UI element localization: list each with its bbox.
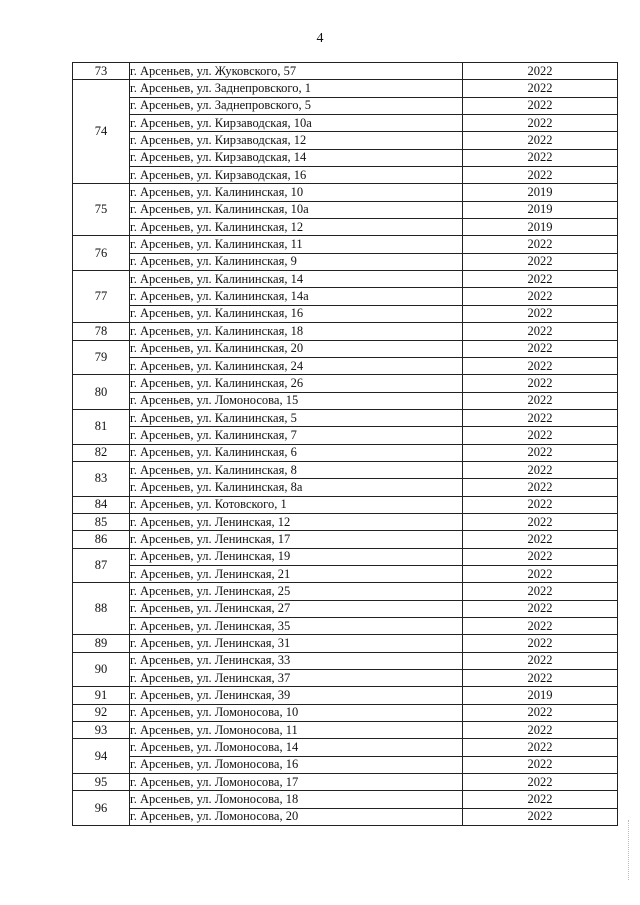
row-number-cell: 90 [73,652,130,687]
address-cell: г. Арсеньев, ул. Калининская, 9 [130,253,463,270]
year-cell: 2022 [463,323,618,340]
row-number-cell: 85 [73,513,130,530]
row-number-cell: 89 [73,635,130,652]
table-row [73,808,618,825]
table-row [73,357,618,374]
row-number-cell: 84 [73,496,130,513]
year-cell: 2022 [463,340,618,357]
address-cell: г. Арсеньев, ул. Ленинская, 27 [130,600,463,617]
year-cell: 2022 [463,600,618,617]
table-row [73,219,618,236]
year-cell: 2022 [463,80,618,97]
year-cell: 2022 [463,167,618,184]
address-cell: г. Арсеньев, ул. Ломоносова, 14 [130,739,463,756]
table-row [73,652,618,669]
row-number-cell: 77 [73,271,130,323]
year-cell: 2022 [463,409,618,426]
year-cell: 2022 [463,288,618,305]
address-cell: г. Арсеньев, ул. Калининская, 10а [130,201,463,218]
table-row [73,201,618,218]
row-number-cell: 75 [73,184,130,236]
table-row [73,444,618,461]
address-cell: г. Арсеньев, ул. Ломоносова, 15 [130,392,463,409]
year-cell: 2022 [463,236,618,253]
address-cell: г. Арсеньев, ул. Кирзаводская, 12 [130,132,463,149]
year-cell: 2022 [463,635,618,652]
row-number-cell: 73 [73,63,130,80]
year-cell: 2022 [463,652,618,669]
year-cell: 2022 [463,375,618,392]
address-cell: г. Арсеньев, ул. Ломоносова, 16 [130,756,463,773]
address-cell: г. Арсеньев, ул. Калининская, 12 [130,219,463,236]
table-row [73,167,618,184]
row-number-cell: 82 [73,444,130,461]
year-cell: 2022 [463,357,618,374]
address-cell: г. Арсеньев, ул. Ломоносова, 20 [130,808,463,825]
year-cell: 2022 [463,253,618,270]
table-row [73,184,618,201]
address-cell: г. Арсеньев, ул. Ленинская, 17 [130,531,463,548]
table-row [73,704,618,721]
table-row [73,236,618,253]
address-cell: г. Арсеньев, ул. Калининская, 16 [130,305,463,322]
table-row [73,149,618,166]
year-cell: 2022 [463,531,618,548]
address-cell: г. Арсеньев, ул. Заднепровского, 5 [130,97,463,114]
year-cell: 2022 [463,479,618,496]
year-cell: 2022 [463,444,618,461]
page-number: 4 [316,31,324,46]
address-cell: г. Арсеньев, ул. Калининская, 6 [130,444,463,461]
table-row [73,635,618,652]
year-cell: 2022 [463,583,618,600]
year-cell: 2022 [463,461,618,478]
address-cell: г. Арсеньев, ул. Кирзаводская, 16 [130,167,463,184]
table-row [73,409,618,426]
address-cell: г. Арсеньев, ул. Калининская, 14а [130,288,463,305]
address-cell: г. Арсеньев, ул. Жуковского, 57 [130,63,463,80]
table-row [73,600,618,617]
row-number-cell: 87 [73,548,130,583]
table-row [73,479,618,496]
year-cell: 2022 [463,271,618,288]
table-row [73,583,618,600]
address-cell: г. Арсеньев, ул. Калининская, 11 [130,236,463,253]
year-cell: 2022 [463,670,618,687]
year-cell: 2019 [463,201,618,218]
address-cell: г. Арсеньев, ул. Ленинская, 19 [130,548,463,565]
year-cell: 2019 [463,184,618,201]
year-cell: 2022 [463,115,618,132]
scan-edge-marks [628,820,631,880]
address-cell: г. Арсеньев, ул. Калининская, 8а [130,479,463,496]
row-number-cell: 79 [73,340,130,375]
address-cell: г. Арсеньев, ул. Ленинская, 25 [130,583,463,600]
year-cell: 2022 [463,618,618,635]
table-row [73,461,618,478]
table-body [73,63,618,826]
row-number-cell: 95 [73,774,130,791]
address-cell: г. Арсеньев, ул. Ломоносова, 17 [130,774,463,791]
row-number-cell: 78 [73,323,130,340]
row-number-cell: 83 [73,461,130,496]
row-number-cell: 74 [73,80,130,184]
year-cell: 2022 [463,704,618,721]
year-cell: 2022 [463,548,618,565]
year-cell: 2022 [463,808,618,825]
table-row [73,531,618,548]
address-cell: г. Арсеньев, ул. Ленинская, 37 [130,670,463,687]
address-cell: г. Арсеньев, ул. Ленинская, 21 [130,565,463,582]
table-row [73,323,618,340]
address-cell: г. Арсеньев, ул. Ломоносова, 11 [130,722,463,739]
address-cell: г. Арсеньев, ул. Калининская, 24 [130,357,463,374]
table-row [73,618,618,635]
table-row [73,132,618,149]
year-cell: 2022 [463,427,618,444]
table-row [73,288,618,305]
address-cell: г. Арсеньев, ул. Ломоносова, 18 [130,791,463,808]
address-cell: г. Арсеньев, ул. Калининская, 8 [130,461,463,478]
row-number-cell: 96 [73,791,130,826]
year-cell: 2022 [463,97,618,114]
address-cell: г. Арсеньев, ул. Ленинская, 31 [130,635,463,652]
row-number-cell: 80 [73,375,130,410]
year-cell: 2022 [463,774,618,791]
address-cell: г. Арсеньев, ул. Заднепровского, 1 [130,80,463,97]
address-cell: г. Арсеньев, ул. Кирзаводская, 14 [130,149,463,166]
year-cell: 2022 [463,132,618,149]
address-cell: г. Арсеньев, ул. Калининская, 14 [130,271,463,288]
table-row [73,565,618,582]
table-row [73,392,618,409]
address-table [72,62,618,826]
row-number-cell: 91 [73,687,130,704]
table-row [73,548,618,565]
table-row [73,670,618,687]
table-row [73,115,618,132]
year-cell: 2022 [463,722,618,739]
row-number-cell: 92 [73,704,130,721]
year-cell: 2022 [463,496,618,513]
year-cell: 2022 [463,791,618,808]
table-row [73,756,618,773]
year-cell: 2022 [463,756,618,773]
address-cell: г. Арсеньев, ул. Ленинская, 12 [130,513,463,530]
address-cell: г. Арсеньев, ул. Калининская, 20 [130,340,463,357]
year-cell: 2022 [463,305,618,322]
table-row [73,63,618,80]
table-row [73,513,618,530]
table-row [73,496,618,513]
row-number-cell: 94 [73,739,130,774]
table-row [73,305,618,322]
table-row [73,340,618,357]
row-number-cell: 76 [73,236,130,271]
year-cell: 2022 [463,149,618,166]
year-cell: 2022 [463,63,618,80]
table-row [73,97,618,114]
row-number-cell: 93 [73,722,130,739]
address-cell: г. Арсеньев, ул. Кирзаводская, 10а [130,115,463,132]
table-row [73,687,618,704]
table-row [73,271,618,288]
year-cell: 2019 [463,219,618,236]
address-cell: г. Арсеньев, ул. Котовского, 1 [130,496,463,513]
address-cell: г. Арсеньев, ул. Ленинская, 33 [130,652,463,669]
table-row [73,427,618,444]
year-cell: 2022 [463,565,618,582]
address-cell: г. Арсеньев, ул. Калининская, 5 [130,409,463,426]
table-row [73,774,618,791]
address-cell: г. Арсеньев, ул. Калининская, 26 [130,375,463,392]
table-row [73,791,618,808]
year-cell: 2022 [463,513,618,530]
table-row [73,375,618,392]
table-row [73,80,618,97]
address-cell: г. Арсеньев, ул. Ленинская, 35 [130,618,463,635]
address-cell: г. Арсеньев, ул. Калининская, 7 [130,427,463,444]
year-cell: 2022 [463,739,618,756]
row-number-cell: 88 [73,583,130,635]
row-number-cell: 86 [73,531,130,548]
address-cell: г. Арсеньев, ул. Ленинская, 39 [130,687,463,704]
table-row [73,722,618,739]
year-cell: 2019 [463,687,618,704]
address-cell: г. Арсеньев, ул. Калининская, 10 [130,184,463,201]
address-cell: г. Арсеньев, ул. Ломоносова, 10 [130,704,463,721]
row-number-cell: 81 [73,409,130,444]
year-cell: 2022 [463,392,618,409]
table-row [73,253,618,270]
address-cell: г. Арсеньев, ул. Калининская, 18 [130,323,463,340]
table-row [73,739,618,756]
